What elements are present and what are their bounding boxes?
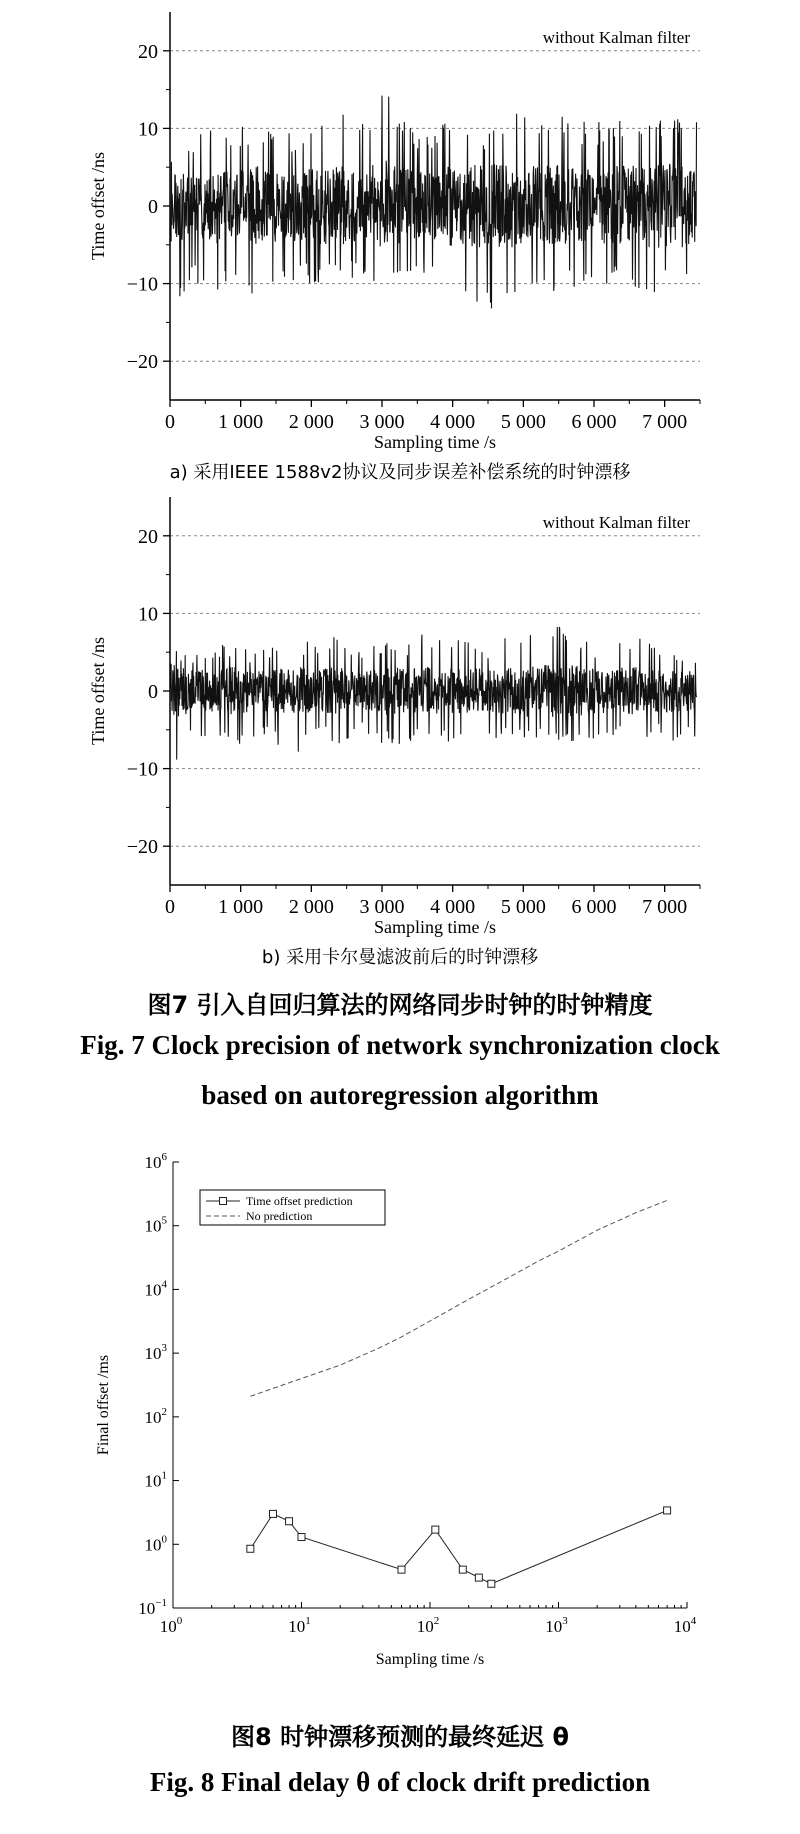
legend-text: without Kalman filter <box>542 513 690 532</box>
x-axis-label: Sampling time /s <box>375 1651 485 1668</box>
y-tick-label: −20 <box>126 836 158 859</box>
x-tick-label: 1 000 <box>218 411 264 433</box>
series-time-offset-prediction <box>250 1510 667 1583</box>
y-tick-label: −10 <box>126 758 158 781</box>
y-tick-label: 20 <box>138 40 158 63</box>
x-tick-label: 4 000 <box>430 411 476 433</box>
y-tick-label: $10^6$ <box>144 1151 167 1172</box>
legend-text: without Kalman filter <box>542 28 690 47</box>
data-point-marker <box>664 1507 671 1514</box>
x-tick-label: 6 000 <box>571 896 617 918</box>
x-axis-label: Sampling time /s <box>373 917 497 937</box>
data-point-marker <box>398 1566 405 1573</box>
y-tick-label: $10^1$ <box>144 1469 167 1491</box>
y-tick-label: 20 <box>138 525 158 548</box>
y-tick-label: $10^5$ <box>144 1214 167 1236</box>
y-tick-label: 0 <box>148 196 158 218</box>
series-no-prediction <box>250 1200 667 1396</box>
x-tick-label: $10^3$ <box>545 1615 568 1636</box>
subcaption: b) 采用卡尔曼滤波前后的时钟漂移 <box>261 947 539 968</box>
data-point-marker <box>475 1574 482 1581</box>
chart-fig7a <box>0 0 800 490</box>
y-tick-label: $10^4$ <box>144 1278 167 1300</box>
chart-fig7b <box>0 485 800 975</box>
data-point-marker <box>432 1526 439 1533</box>
data-point-marker <box>247 1545 254 1552</box>
data-series-trace <box>170 96 697 309</box>
y-tick-label: $10^2$ <box>144 1405 167 1427</box>
x-tick-label: $10^2$ <box>416 1615 440 1636</box>
x-tick-label: 5 000 <box>500 411 546 433</box>
data-point-marker <box>269 1510 276 1517</box>
chart-fig8 <box>0 1150 800 1700</box>
y-tick-label: 10 <box>138 603 158 626</box>
y-tick-label: −10 <box>126 273 158 296</box>
fig7-caption-cn: 图7 引入自回归算法的网络同步时钟的时钟精度 <box>147 991 653 1019</box>
y-axis-label: Time offset /ns <box>88 636 108 746</box>
x-tick-label: 2 000 <box>288 896 334 918</box>
x-tick-label: 3 000 <box>359 411 405 433</box>
x-tick-label: 0 <box>165 411 175 433</box>
y-tick-label: −20 <box>126 351 158 374</box>
y-axis-label: Final offset /ms <box>95 1354 112 1456</box>
x-tick-label: 1 000 <box>218 896 264 918</box>
x-tick-label: 7 000 <box>642 896 688 918</box>
y-tick-label: $10^3$ <box>144 1342 167 1364</box>
data-series-trace <box>170 627 697 760</box>
y-axis-label: Time offset /ns <box>88 151 108 261</box>
fig7-caption-en-line1: Fig. 7 Clock precision of network synchronization clock <box>80 1030 720 1060</box>
legend-marker-prediction <box>220 1198 227 1205</box>
data-point-marker <box>286 1518 293 1525</box>
x-tick-label: $10^4$ <box>673 1615 697 1636</box>
data-point-marker <box>488 1580 495 1587</box>
data-point-marker <box>459 1566 466 1573</box>
x-tick-label: 5 000 <box>500 896 546 918</box>
y-tick-label: 10 <box>138 118 158 141</box>
x-tick-label: 2 000 <box>288 411 334 433</box>
x-tick-label: 7 000 <box>642 411 688 433</box>
fig7-caption-en-line2: based on autoregression algorithm <box>201 1080 599 1110</box>
fig8-caption-cn: 图8 时钟漂移预测的最终延迟 θ <box>231 1723 569 1751</box>
fig8-caption-en: Fig. 8 Final delay θ of clock drift prediction <box>149 1767 651 1797</box>
x-tick-label: 3 000 <box>359 896 405 918</box>
legend-label-prediction: Time offset prediction <box>246 1194 353 1208</box>
y-tick-label: $10^0$ <box>144 1533 167 1555</box>
data-point-marker <box>298 1534 305 1541</box>
legend-label-no-prediction: No prediction <box>246 1209 313 1223</box>
x-tick-label: 0 <box>165 896 175 918</box>
x-axis-label: Sampling time /s <box>373 432 497 452</box>
x-tick-label: 4 000 <box>430 896 476 918</box>
y-tick-label: 0 <box>148 681 158 703</box>
subcaption: a) 采用IEEE 1588v2协议及同步误差补偿系统的时钟漂移 <box>169 462 631 483</box>
x-tick-label: $10^0$ <box>159 1615 183 1636</box>
x-tick-label: $10^1$ <box>288 1615 311 1636</box>
x-tick-label: 6 000 <box>571 411 617 433</box>
y-tick-label: $10^{-1}$ <box>138 1597 167 1618</box>
